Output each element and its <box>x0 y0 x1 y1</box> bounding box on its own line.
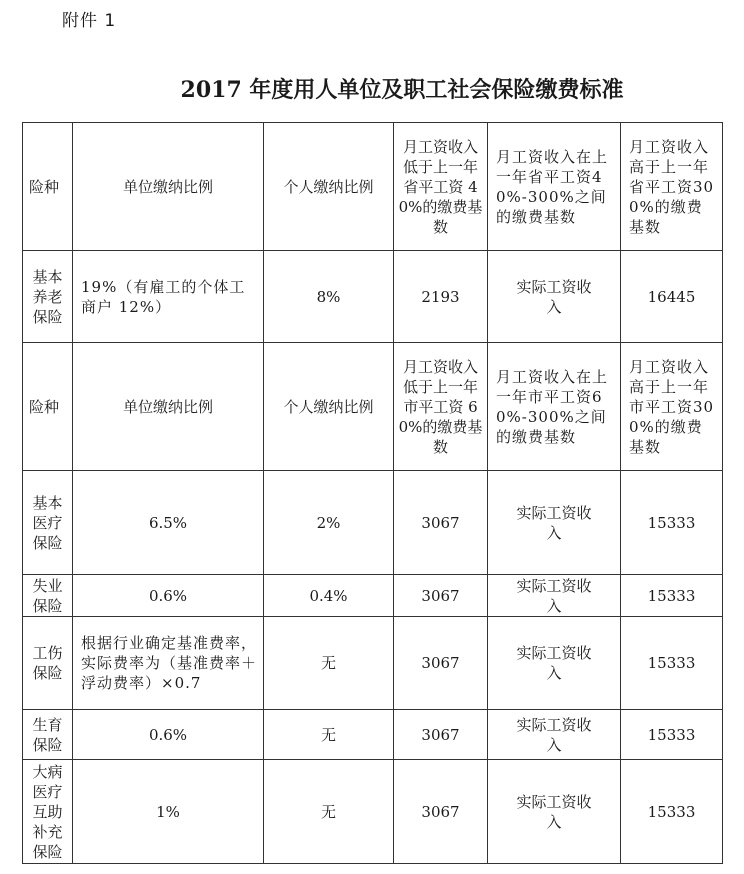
header-kind: 险种 <box>23 123 73 251</box>
cell-personal-rate: 无 <box>264 760 394 864</box>
header-high-base: 月工资收入高于上一年市平工资300%的缴费基数 <box>621 343 723 471</box>
cell-mid-base: 实际工资收入 <box>488 575 621 617</box>
attachment-label: 附件 1 <box>62 11 117 31</box>
cell-employer-rate: 6.5% <box>73 471 264 575</box>
header-personal-rate: 个人缴纳比例 <box>264 343 394 471</box>
table-row <box>23 575 723 617</box>
cell-mid-base: 实际工资收入 <box>488 251 621 343</box>
cell-high-base: 16445 <box>621 251 723 343</box>
cell-low-base: 3067 <box>394 760 488 864</box>
cell-employer-rate: 0.6% <box>73 575 264 617</box>
table-row <box>23 251 723 343</box>
cell-mid-base: 实际工资收入 <box>488 617 621 710</box>
cell-personal-rate: 无 <box>264 710 394 760</box>
cell-high-base: 15333 <box>621 617 723 710</box>
cell-high-base: 15333 <box>621 760 723 864</box>
insurance-table <box>22 122 723 864</box>
cell-high-base: 15333 <box>621 471 723 575</box>
cell-low-base: 3067 <box>394 617 488 710</box>
header-mid-base: 月工资收入在上一年省平工资40%-300%之间的缴费基数 <box>488 123 621 251</box>
table-row <box>23 617 723 710</box>
cell-low-base: 3067 <box>394 710 488 760</box>
cell-kind: 失业保险 <box>23 575 73 617</box>
cell-employer-rate: 0.6% <box>73 710 264 760</box>
table-header-row <box>23 343 723 471</box>
table-header-row <box>23 123 723 251</box>
cell-employer-rate: 19%（有雇工的个体工商户 12%） <box>73 251 264 343</box>
cell-employer-rate: 根据行业确定基准费率，实际费率为（基准费率＋浮动费率）×0.7 <box>73 617 264 710</box>
header-high-base: 月工资收入高于上一年省平工资300%的缴费基数 <box>621 123 723 251</box>
header-employer-rate: 单位缴纳比例 <box>73 123 264 251</box>
cell-kind: 大病医疗互助补充保险 <box>23 760 73 864</box>
cell-mid-base: 实际工资收入 <box>488 471 621 575</box>
cell-kind: 生育保险 <box>23 710 73 760</box>
header-low-base: 月工资收入低于上一年省平工资 40%的缴费基数 <box>394 123 488 251</box>
cell-kind: 基本养老保险 <box>23 251 73 343</box>
header-low-base: 月工资收入低于上一年市平工资 60%的缴费基数 <box>394 343 488 471</box>
cell-personal-rate: 8% <box>264 251 394 343</box>
header-kind: 险种 <box>23 343 73 471</box>
cell-kind: 工伤保险 <box>23 617 73 710</box>
header-personal-rate: 个人缴纳比例 <box>264 123 394 251</box>
table-row <box>23 710 723 760</box>
cell-low-base: 2193 <box>394 251 488 343</box>
cell-low-base: 3067 <box>394 471 488 575</box>
table-row <box>23 471 723 575</box>
header-mid-base: 月工资收入在上一年市平工资60%-300%之间的缴费基数 <box>488 343 621 471</box>
cell-personal-rate: 0.4% <box>264 575 394 617</box>
cell-high-base: 15333 <box>621 710 723 760</box>
cell-high-base: 15333 <box>621 575 723 617</box>
cell-mid-base: 实际工资收入 <box>488 760 621 864</box>
cell-low-base: 3067 <box>394 575 488 617</box>
header-employer-rate: 单位缴纳比例 <box>73 343 264 471</box>
cell-personal-rate: 无 <box>264 617 394 710</box>
cell-kind: 基本医疗保险 <box>23 471 73 575</box>
cell-personal-rate: 2% <box>264 471 394 575</box>
page-title: 2017 年度用人单位及职工社会保险缴费标准 <box>180 77 624 103</box>
table-row <box>23 760 723 864</box>
cell-employer-rate: 1% <box>73 760 264 864</box>
cell-mid-base: 实际工资收入 <box>488 710 621 760</box>
